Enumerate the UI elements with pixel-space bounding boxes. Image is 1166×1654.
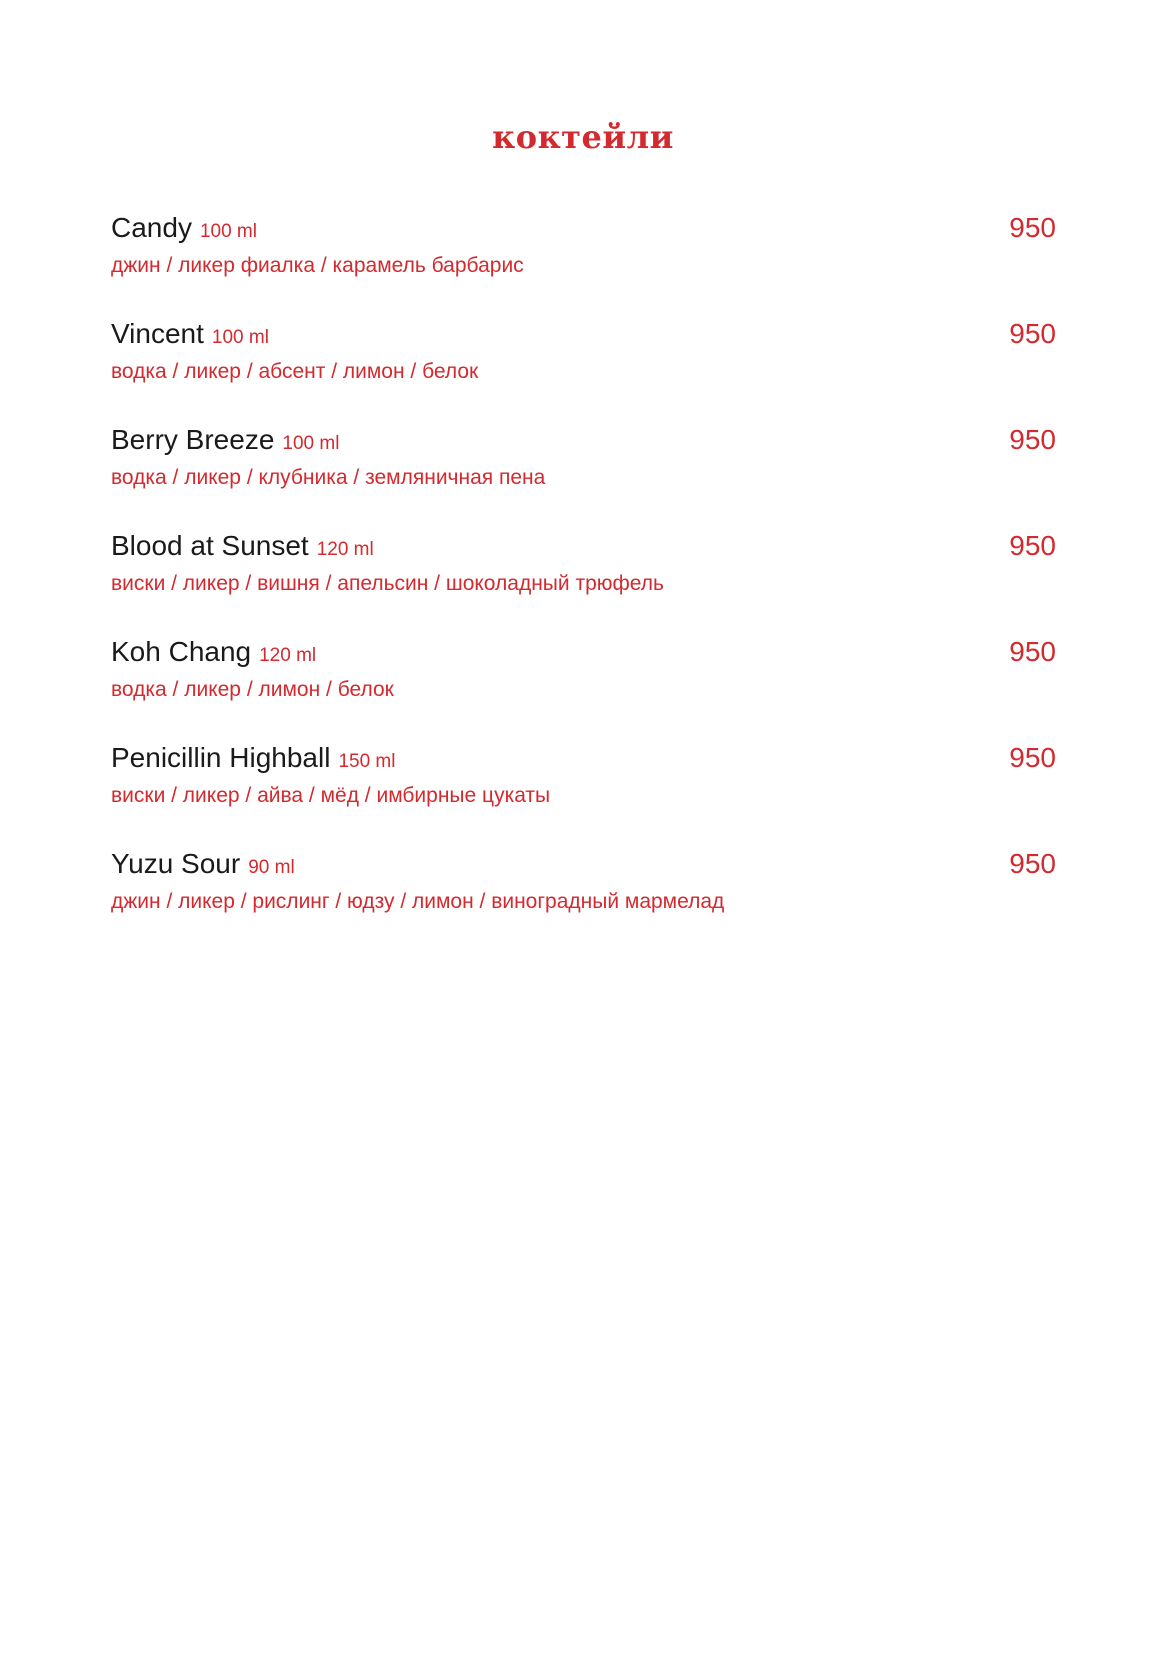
page-title: коктейли xyxy=(492,118,674,156)
item-volume: 100 ml xyxy=(211,327,269,348)
item-price: 950 xyxy=(1009,636,1056,667)
menu-item xyxy=(111,530,1056,636)
item-price: 950 xyxy=(1009,848,1056,879)
item-volume: 120 ml xyxy=(259,645,317,666)
menu-item-header xyxy=(111,212,1056,248)
menu-item-header xyxy=(111,318,1056,354)
menu-item xyxy=(111,318,1056,424)
menu-item xyxy=(111,424,1056,530)
item-description: джин / ликер / рислинг / юдзу / лимон / виноградный мармелад xyxy=(111,890,725,913)
item-volume: 120 ml xyxy=(316,539,374,560)
item-name: Candy xyxy=(111,212,192,243)
item-name: Penicillin Highball xyxy=(111,742,331,773)
item-name: Vincent xyxy=(111,318,204,349)
item-name: Berry Breeze xyxy=(111,424,275,455)
item-price: 950 xyxy=(1009,742,1056,773)
item-description: водка / ликер / лимон / белок xyxy=(111,678,394,701)
item-name: Koh Chang xyxy=(111,636,252,667)
item-name: Blood at Sunset xyxy=(111,530,309,561)
item-volume: 100 ml xyxy=(199,221,257,242)
item-name: Yuzu Sour xyxy=(111,848,241,879)
menu-item-header xyxy=(111,530,1056,566)
cocktail-menu xyxy=(111,212,1056,954)
menu-item-header xyxy=(111,742,1056,778)
menu-item xyxy=(111,212,1056,318)
menu-item xyxy=(111,636,1056,742)
menu-item-header xyxy=(111,848,1056,884)
item-price: 950 xyxy=(1009,318,1056,349)
item-description: виски / ликер / айва / мёд / имбирные цукаты xyxy=(111,784,551,807)
menu-item-header xyxy=(111,636,1056,672)
item-price: 950 xyxy=(1009,212,1056,243)
item-description: водка / ликер / абсент / лимон / белок xyxy=(111,360,479,383)
item-volume: 100 ml xyxy=(282,433,340,454)
item-volume: 150 ml xyxy=(338,751,396,772)
menu-item xyxy=(111,742,1056,848)
menu-item xyxy=(111,848,1056,954)
item-price: 950 xyxy=(1009,530,1056,561)
item-volume: 90 ml xyxy=(248,857,295,878)
item-description: джин / ликер фиалка / карамель барбарис xyxy=(111,254,524,277)
item-description: виски / ликер / вишня / апельсин / шоколадный трюфель xyxy=(111,572,664,595)
menu-item-header xyxy=(111,424,1056,460)
item-description: водка / ликер / клубника / земляничная пена xyxy=(111,466,546,489)
item-price: 950 xyxy=(1009,424,1056,455)
